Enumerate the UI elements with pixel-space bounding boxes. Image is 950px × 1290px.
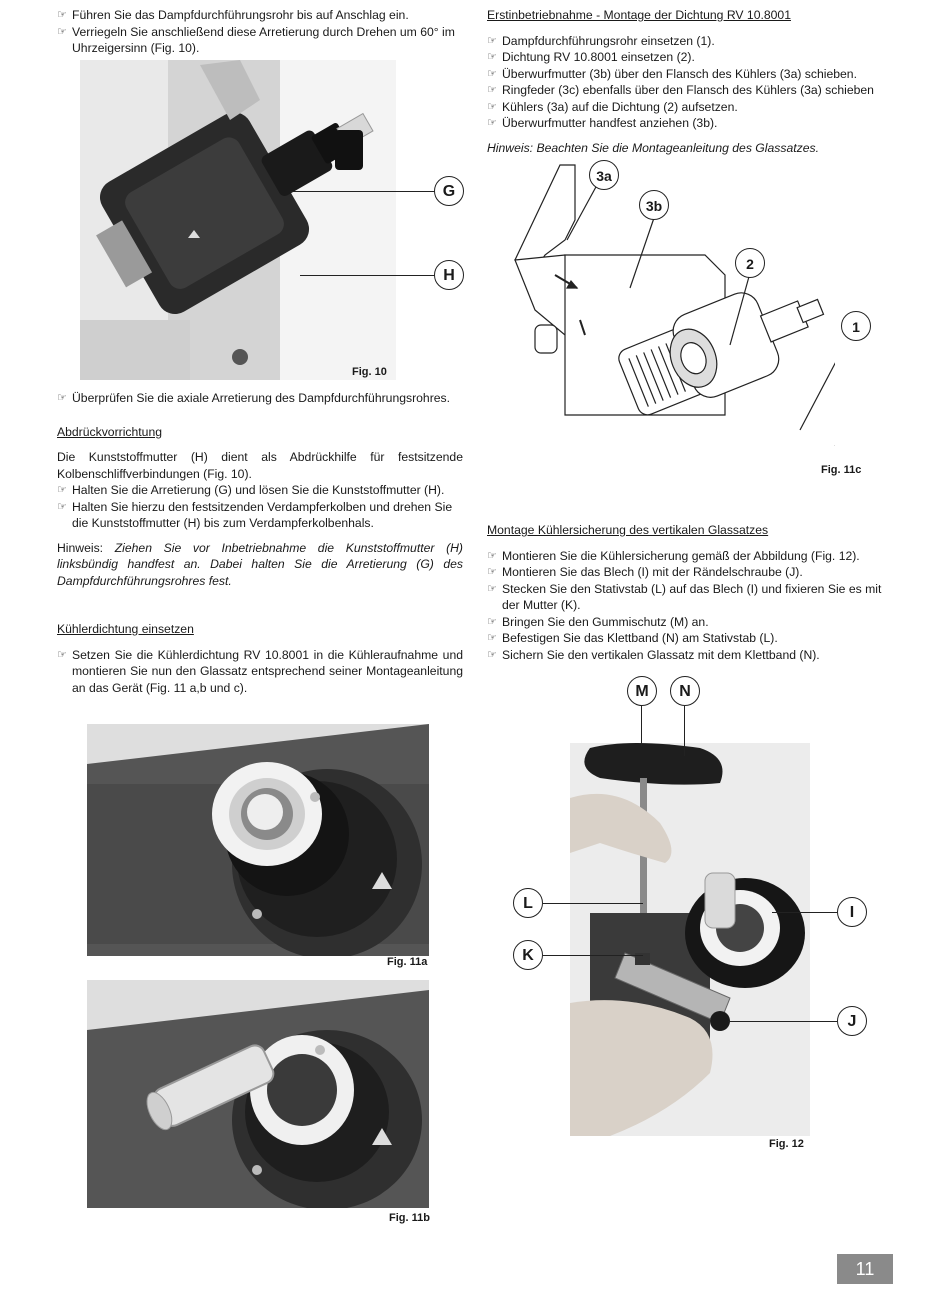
section-heading-erstinbetriebnahme: Erstinbetriebnahme - Montage der Dichtung RV 10.8001 <box>487 8 791 22</box>
pointing-hand-icon: ☞ <box>487 100 497 113</box>
bullet-item: ☞ Montieren Sie die Kühlersicherung gemäß der Abbildung (Fig. 12). <box>487 548 860 563</box>
callout-2: 2 <box>735 248 765 278</box>
bullet-item: ☞ Bringen Sie den Gummischutz (M) an. <box>487 614 709 629</box>
callout-l: L <box>513 888 543 918</box>
callout-leader-i <box>772 912 837 913</box>
callout-n: N <box>670 676 700 706</box>
callout-g: G <box>434 176 464 206</box>
pointing-hand-icon: ☞ <box>487 67 497 80</box>
callout-i: I <box>837 897 867 927</box>
callout-leader-n <box>684 706 685 756</box>
callout-h: H <box>434 260 464 290</box>
callout-leader-j <box>728 1021 837 1022</box>
bullet-item: ☞ Verriegeln Sie anschließend diese Arretierung durch Drehen um 60° im Uhrzeigersinn (Fig. 10). <box>57 24 455 55</box>
pointing-hand-icon: ☞ <box>487 566 497 578</box>
bullet-item: ☞ Halten Sie die Arretierung (G) und lösen Sie die Kunststoffmutter (H). <box>57 483 445 497</box>
section-heading-montage: Montage Kühlersicherung des vertikalen Glassatzes <box>487 523 769 537</box>
pointing-hand-icon: ☞ <box>487 51 497 63</box>
bullet-item: ☞ Überprüfen Sie die axiale Arretierung des Dampfdurchführungsrohres. <box>57 391 451 405</box>
pointing-hand-icon: ☞ <box>57 392 67 404</box>
note-paragraph: Hinweis: Beachten Sie die Montageanleitung des Glassatzes. <box>487 140 819 155</box>
callout-leader-k <box>543 955 643 956</box>
section-heading-kuehler: Kühlerdichtung einsetzen <box>57 622 194 636</box>
page-number: 11 <box>837 1254 893 1284</box>
rotary-evaporator-photo <box>80 60 396 380</box>
pointing-hand-icon: ☞ <box>57 25 67 38</box>
figure-10-photo <box>80 60 396 380</box>
bullet-item: ☞ Stecken Sie den Stativstab (L) auf das Blech (I) und fixieren Sie es mit der Mutter (K). <box>487 581 882 612</box>
paragraph: Die Kunststoffmutter (H) dient als Abdrückhilfe für festsitzende Kolbenschliffverbindungen (Fig. 10). <box>57 450 463 481</box>
figure-11b-caption: Fig. 11b <box>389 1212 430 1224</box>
bullet-item: ☞ Sichern Sie den vertikalen Glassatz mit dem Klettband (N). <box>487 647 820 662</box>
callout-j: J <box>837 1006 867 1036</box>
callout-1: 1 <box>841 311 871 341</box>
section-heading-abdrueck: Abdrückvorrichtung <box>57 424 162 439</box>
pointing-hand-icon: ☞ <box>57 484 67 496</box>
callout-m: M <box>627 676 657 706</box>
right-column <box>487 7 897 156</box>
pointing-hand-icon: ☞ <box>487 648 497 661</box>
bullet-item: ☞ Überwurfmutter (3b) über den Flansch des Kühlers (3a) schieben. <box>487 66 857 81</box>
seal-assembly-drawing <box>505 160 835 460</box>
figure-12-caption: Fig. 12 <box>769 1138 804 1150</box>
note-paragraph: Hinweis: Ziehen Sie vor Inbetriebnahme die Kunststoffmutter (H) linksbündig handfest an. Dabei halten Sie die Arretierung (G) des Dampfdurchführungsrohres fest. <box>57 540 463 588</box>
bullet-item: ☞ Kühlers (3a) auf die Dichtung (2) aufsetzen. <box>487 99 738 114</box>
bullet-item: ☞ Führen Sie das Dampfdurchführungsrohr bis auf Anschlag ein. <box>57 8 409 22</box>
figure-11b-photo <box>87 980 429 1208</box>
figure-10-caption: Fig. 10 <box>352 366 387 378</box>
figure-11c-drawing <box>505 160 835 460</box>
pointing-hand-icon: ☞ <box>487 84 497 96</box>
left-column <box>57 7 463 57</box>
bullet-item: ☞ Ringfeder (3c) ebenfalls über den Flansch des Kühlers (3a) schieben <box>487 83 874 97</box>
figure-11c-caption: Fig. 11c <box>821 464 862 476</box>
cooler-seal-photo-a <box>87 724 429 956</box>
pointing-hand-icon: ☞ <box>487 117 497 129</box>
bullet-item: ☞ Dichtung RV 10.8001 einsetzen (2). <box>487 50 695 64</box>
callout-3a: 3a <box>589 160 619 190</box>
vertical-glassware-clamp-photo <box>570 743 810 1136</box>
pointing-hand-icon: ☞ <box>487 549 497 562</box>
pointing-hand-icon: ☞ <box>487 582 497 595</box>
pointing-hand-icon: ☞ <box>487 615 497 628</box>
pointing-hand-icon: ☞ <box>57 500 67 513</box>
callout-3b: 3b <box>639 190 669 220</box>
callout-k: K <box>513 940 543 970</box>
callout-leader-m <box>641 706 642 746</box>
callout-leader-g <box>290 191 435 192</box>
figure-11a-photo <box>87 724 429 956</box>
left-column-middle <box>57 390 463 696</box>
bullet-item: ☞ Setzen Sie die Kühlerdichtung RV 10.8001 in die Kühleraufnahme und montieren Sie nun den Glassatz entsprechend seiner Montageanleitung an das Gerät (Fig. 11 a,b und c). <box>57 647 463 695</box>
figure-12-photo <box>570 743 810 1136</box>
pointing-hand-icon: ☞ <box>57 648 67 661</box>
bullet-item: ☞ Überwurfmutter handfest anziehen (3b). <box>487 116 718 130</box>
bullet-item: ☞ Befestigen Sie das Klettband (N) am Stativstab (L). <box>487 631 778 645</box>
pointing-hand-icon: ☞ <box>487 632 497 644</box>
bullet-item: ☞ Halten Sie hierzu den festsitzenden Verdampferkolben und drehen Sie die Kunststoffmutter (H) bis zum Verdampferkolbenhals. <box>57 499 453 530</box>
pointing-hand-icon: ☞ <box>487 34 497 47</box>
right-column-lower <box>487 522 897 663</box>
bullet-item: ☞ Dampfdurchführungsrohr einsetzen (1). <box>487 33 715 48</box>
callout-leader-l <box>543 903 643 904</box>
pointing-hand-icon: ☞ <box>57 9 67 21</box>
figure-11a-caption: Fig. 11a <box>387 956 428 968</box>
callout-leader-h <box>300 275 435 276</box>
bullet-item: ☞ Montieren Sie das Blech (I) mit der Rändelschraube (J). <box>487 565 803 579</box>
cooler-seal-photo-b <box>87 980 429 1208</box>
